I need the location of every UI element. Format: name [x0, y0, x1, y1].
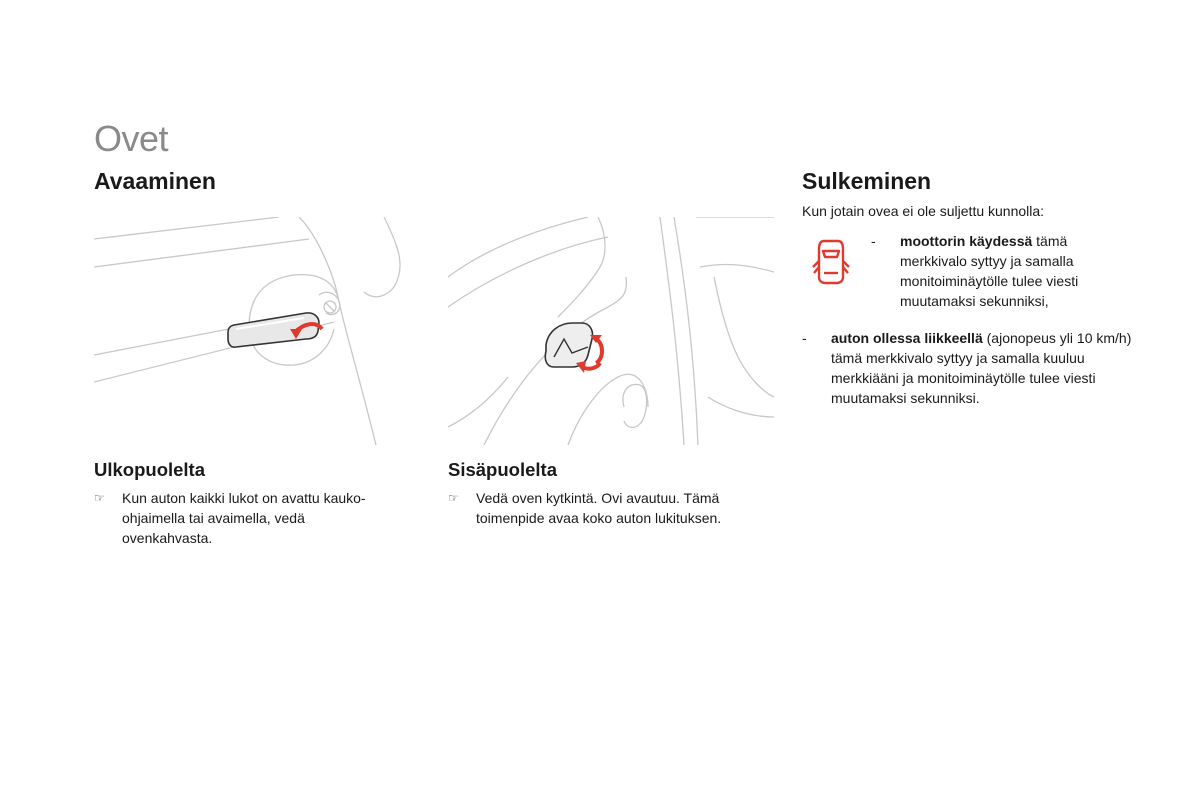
page-title: Ovet [94, 118, 169, 159]
closing-item-engine-running-text [900, 231, 1131, 311]
closing-item-moving [802, 328, 1138, 408]
closing-item-moving-bold: auton ollessa liikkeellä [831, 330, 983, 346]
inside-handle-illustration [448, 217, 774, 445]
car-door-open-warning-icon [812, 237, 850, 287]
closing-intro: Kun jotain ovea ei ole suljettu kunnolla: [802, 203, 1045, 219]
closing-item-moving-text [831, 328, 1138, 408]
closing-item-engine-running [871, 231, 1131, 311]
closing-item-engine-running-rest: tämä merkkivalo syttyy ja samalla monitoiminäytölle tulee viesti muutamaksi sekunniksi, [900, 233, 1079, 309]
section-heading-opening: Avaaminen [94, 168, 216, 194]
list-dash: - [871, 233, 876, 249]
closing-item-engine-running-bold: moottorin käydessä [900, 233, 1033, 249]
subheading-outside: Ulkopuolelta [94, 459, 206, 480]
list-dash: - [802, 330, 807, 346]
hand-pointer-icon: ☞ [448, 491, 459, 505]
outside-instruction-text: Kun auton kaikki lukot on avattu kauko-ohjaimella tai avaimella, vedä ovenkahvasta. [122, 490, 366, 546]
hand-pointer-icon: ☞ [94, 491, 105, 505]
closing-item-moving-rest: (ajonopeus yli 10 km/h) tämä merkkivalo syttyy ja samalla kuuluu merkkiääni ja monitoiminäytölle tulee viesti muutamaksi sekunniksi. [831, 330, 1132, 406]
outside-instruction [94, 488, 394, 548]
inside-instruction [448, 488, 758, 528]
outside-handle-illustration [94, 217, 406, 445]
section-heading-closing: Sulkeminen [802, 168, 932, 194]
subheading-inside: Sisäpuolelta [448, 459, 557, 480]
inside-instruction-text: Vedä oven kytkintä. Ovi avautuu. Tämä toimenpide avaa koko auton lukituksen. [476, 490, 722, 526]
